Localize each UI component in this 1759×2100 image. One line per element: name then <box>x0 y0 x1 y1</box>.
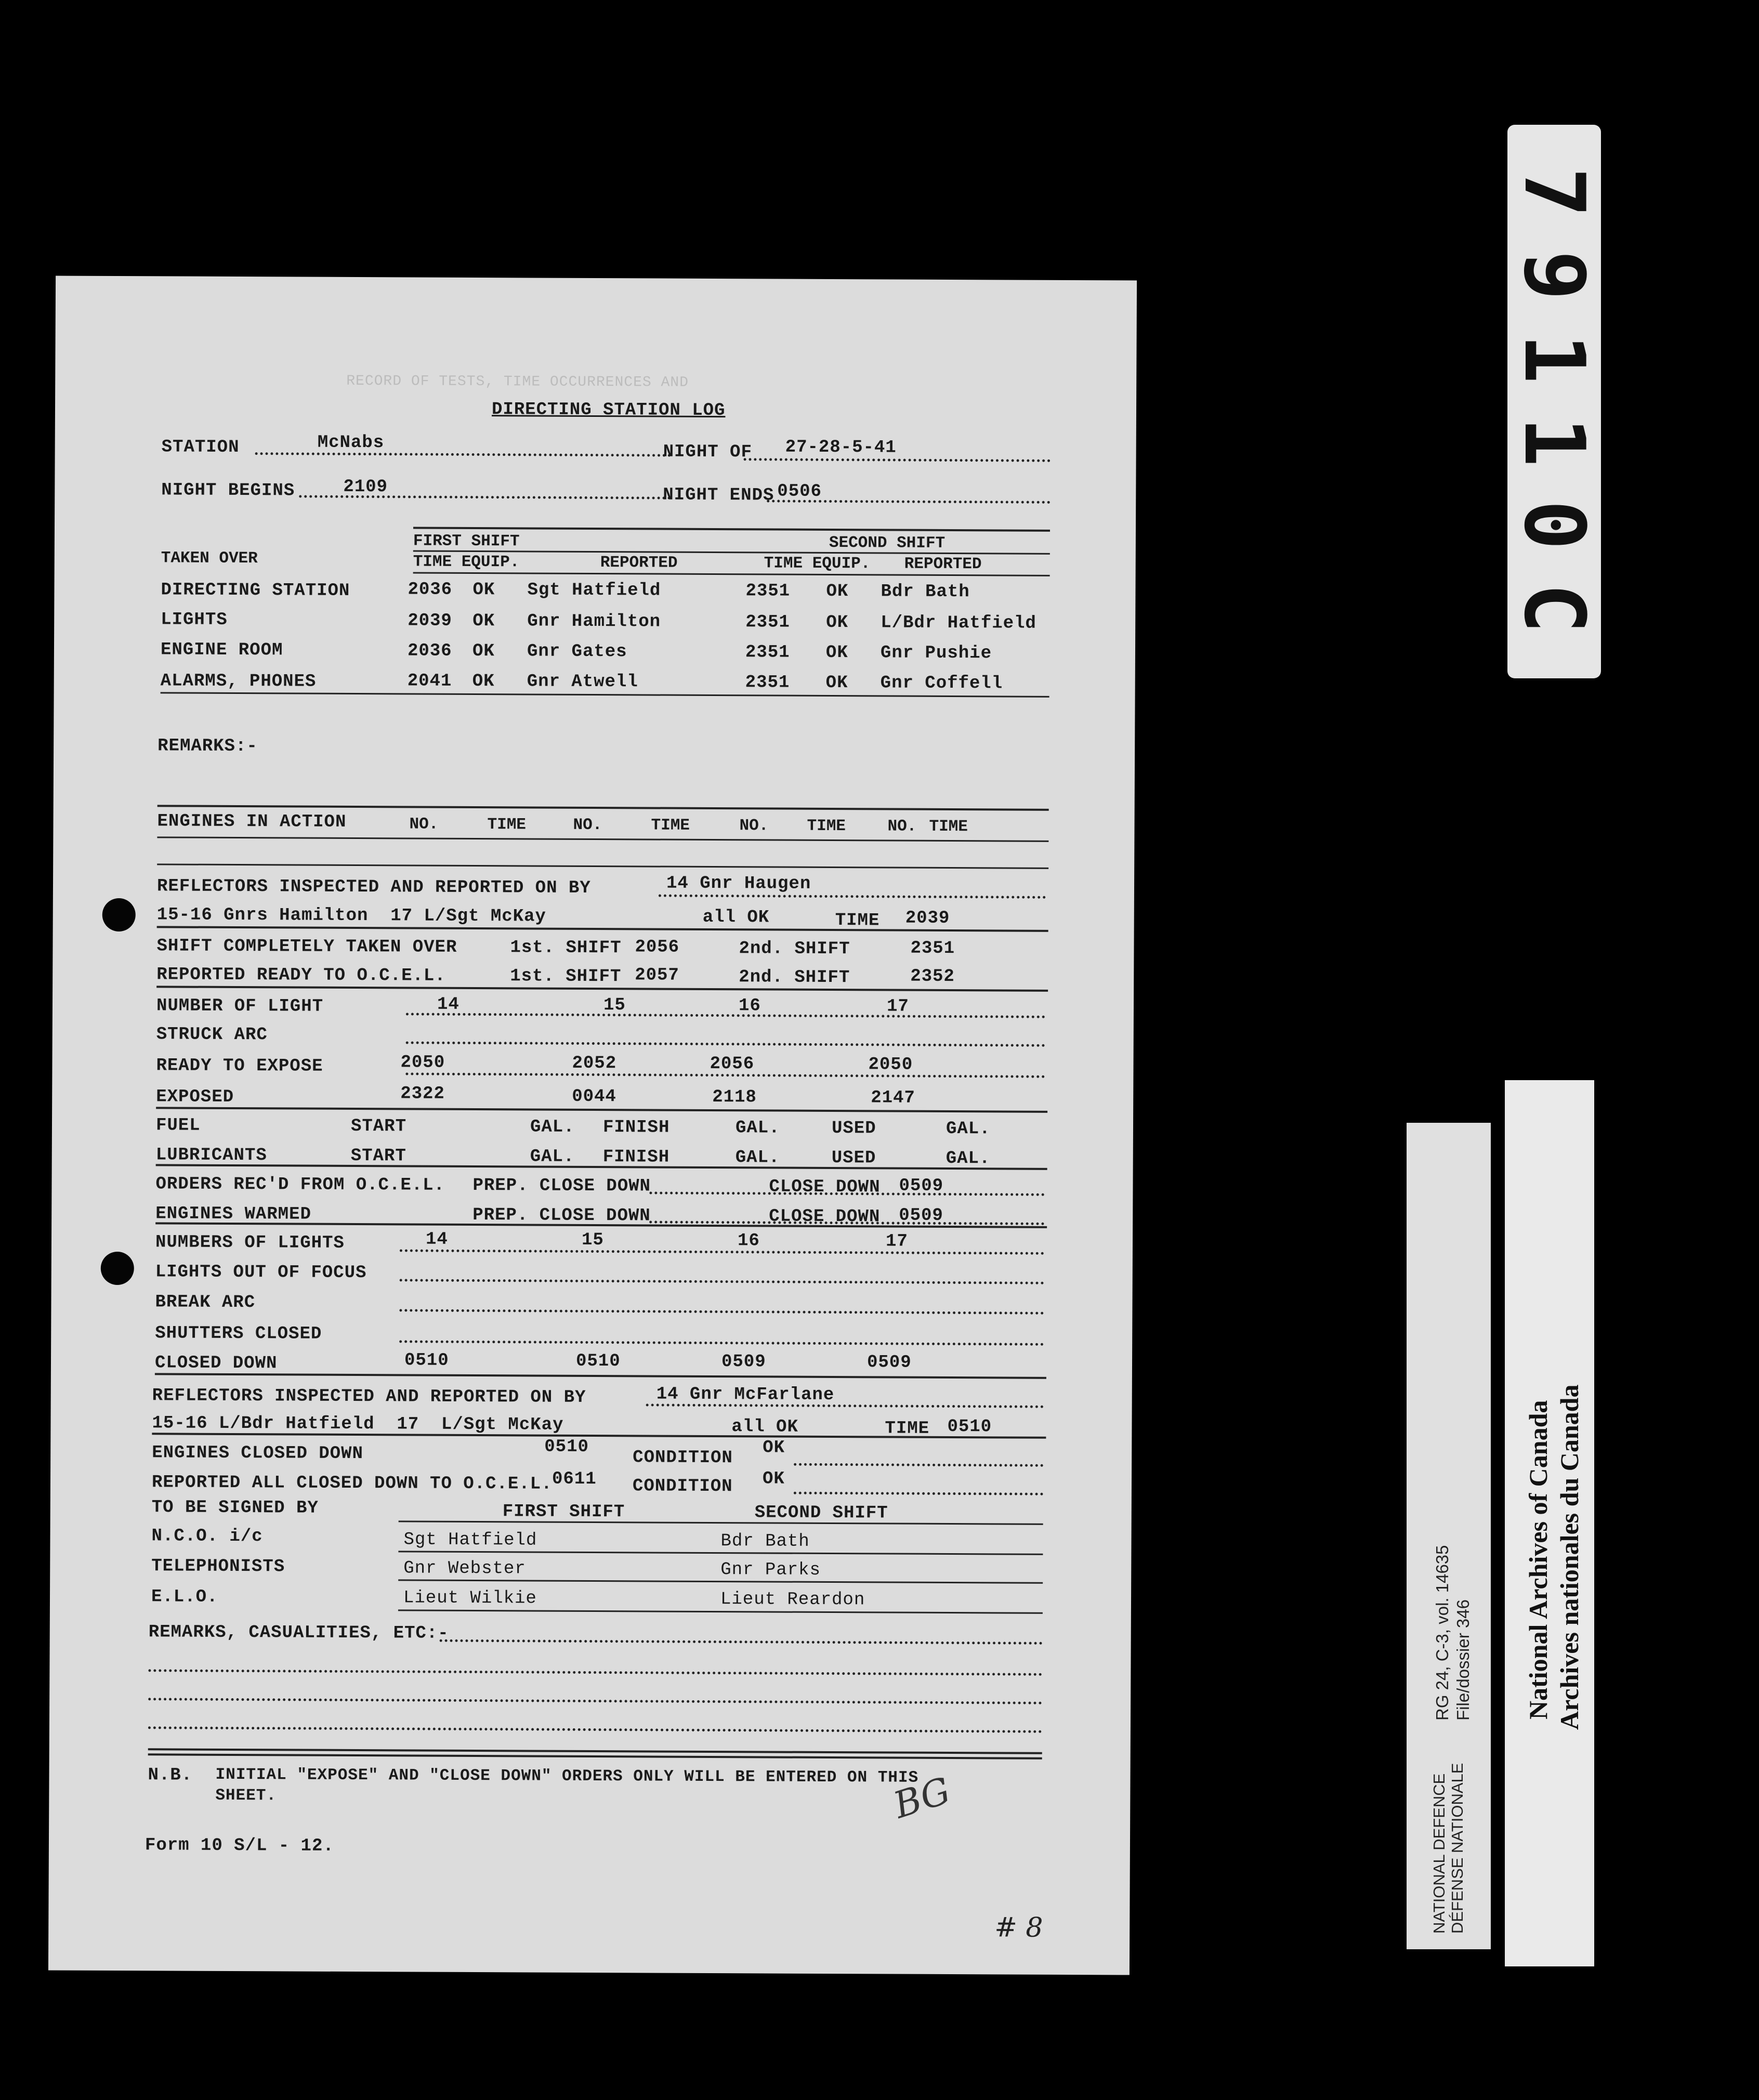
reported-all-label: REPORTED ALL CLOSED DOWN TO O.C.E.L. <box>151 1473 553 1494</box>
night-begins-value: 2109 <box>343 477 388 497</box>
reflectors2-time: 0510 <box>947 1416 992 1437</box>
reflectors-result: all OK <box>702 907 770 928</box>
shutters-label: SHUTTERS CLOSED <box>155 1323 322 1344</box>
row-label: ENGINE ROOM <box>160 640 283 661</box>
nco-label: N.C.O. i/c <box>151 1526 263 1547</box>
struck-arc-label: STRUCK ARC <box>156 1025 268 1045</box>
station-label: STATION <box>161 437 240 458</box>
row-label: LIGHTS <box>161 610 228 630</box>
lubricants-label: LUBRICANTS <box>155 1145 267 1166</box>
reel-digit: 7 <box>1506 167 1603 218</box>
lights-out-label: LIGHTS OUT OF FOCUS <box>155 1262 367 1283</box>
page-title: DIRECTING STATION LOG <box>491 400 726 421</box>
night-ends-value: 0506 <box>777 481 822 502</box>
ready-expose-label: READY TO EXPOSE <box>156 1056 323 1077</box>
break-arc-label: BREAK ARC <box>155 1292 256 1313</box>
reel-digit: 1 <box>1506 333 1603 384</box>
numbers-of-lights-label: NUMBERS OF LIGHTS <box>155 1232 345 1253</box>
remarks-label: REMARKS:- <box>157 736 258 757</box>
reported-heading-2: REPORTED <box>904 555 982 574</box>
engines-in-action-label: ENGINES IN ACTION <box>157 811 347 832</box>
night-of-value: 27-28-5-41 <box>785 437 897 458</box>
reflectors-line2: 15-16 Gnrs Hamilton 17 L/Sgt McKay <box>156 905 546 927</box>
archive-reference-file: File/dossier 346 <box>1453 1599 1473 1721</box>
reflectors-inspector-2: 14 Gnr McFarlane <box>656 1384 835 1406</box>
time-equip-heading: TIME EQUIP. <box>413 553 520 572</box>
row-label: ALARMS, PHONES <box>160 671 317 692</box>
reported-heading: REPORTED <box>600 554 678 572</box>
nac-fr-label: Archives nationales du Canada <box>1555 1384 1584 1730</box>
reflectors2-result: all OK <box>731 1417 798 1437</box>
reference-strip <box>1407 1123 1491 1949</box>
page-number-mark: # 8 <box>994 1912 1043 1944</box>
to-be-signed-label: TO BE SIGNED BY <box>151 1498 319 1518</box>
nac-label: National Archives of Canada <box>1524 1400 1553 1720</box>
elo-label: E.L.O. <box>151 1587 218 1607</box>
national-defence-label: NATIONAL DEFENCE <box>1430 1773 1448 1934</box>
initials-signature: BG <box>888 1769 955 1827</box>
reflectors-label-2: REFLECTORS INSPECTED AND REPORTED ON BY <box>152 1386 586 1408</box>
shift-row: ENGINE ROOM 2036 OK Gnr Gates 2351 OK Gnr Pushie <box>160 640 992 664</box>
shift-row: LIGHTS 2039 OK Gnr Hamilton 2351 OK L/Bdr Hatfield <box>161 610 1036 634</box>
shift-row: ALARMS, PHONES 2041 OK Gnr Atwell 2351 OK Gnr Coffell <box>160 671 1003 694</box>
first-shift-heading: FIRST SHIFT <box>413 532 520 551</box>
remarks-casualties-label: REMARKS, CASUALITIES, ETC:- <box>148 1622 449 1644</box>
engines-warmed-label: ENGINES WARMED <box>155 1204 311 1225</box>
punch-hole <box>101 1252 134 1285</box>
exposed-label: EXPOSED <box>156 1087 234 1107</box>
row-label: DIRECTING STATION <box>161 580 350 601</box>
orders-label: ORDERS REC'D FROM O.C.E.L. <box>155 1174 445 1196</box>
defense-nationale-label: DÉFENSE NATIONALE <box>1448 1763 1466 1934</box>
number-of-light-label: NUMBER OF LIGHT <box>156 996 324 1017</box>
nb-text: INITIAL "EXPOSE" AND "CLOSE DOWN" ORDERS ONLY WILL BE ENTERED ON THIS <box>215 1765 919 1787</box>
time-equip-heading-2: TIME EQUIP. <box>764 554 871 573</box>
log-sheet: RECORD OF TESTS, TIME OCCURRENCES AND DIRECTING STATION LOG STATION McNabs NIGHT OF 27-28-5-41 NIGHT BEGINS 2109 NIGHT ENDS 0506 FIRST SHIFT SECOND SHIFT TAKEN OVER TIME EQUIP. REPORTED TIME EQUIP. REPORTED DIRECTING STATION 2036 OK Sgt Hatfield 2351 OK Bdr Bath LIGHTS 2039 OK Gnr Hamilton 2351 OK L/Bdr Hatfield ENGINE ROOM 2036 OK Gnr Gates 2351 OK Gnr Pushie ALARMS, PHONES 2041 OK Gnr Atwell 2351 OK Gnr Coffell REMARKS:- ENGINES IN ACTION NO. TIME NO. TIME NO. TIME NO. TIME REFLECTORS INSPECTED AND REPORTED ON BY 14 Gnr Haugen 15-16 Gnrs Hamilton 17 L/Sgt McKay all OK TIME 2039 SHIFT COMPLETELY TAKEN OVER 1st. SHIFT 2056 2nd. SHIFT 2351 REPORTED READY TO O.C.E.L. 1st. SHIFT 2057 2nd. SHIFT 2352 NUMBER OF LIGHT 14 15 16 17 STRUCK ARC READY TO EXPOSE 2050 2052 2056 2050 EXPOSED 2322 0044 2118 2147 FUEL START GAL. FINISH GAL. USED GAL. LUBRICANTS START GAL. FINISH GAL. USED GAL. ORDERS REC'D FROM O.C.E.L. PREP. CLOSE DOWN CLOSE DOWN 0509 ENGINES WARMED PREP. CLOSE DOWN CLOSE DOWN 0509 NUMBERS OF LIGHTS 14 15 16 17 LIGHTS OUT OF FOCUS BREAK ARC SHUTTERS CLOSED CLOSED DOWN 0510 0510 0509 0509 REFLECTORS INSPECTED AND REPORTED ON BY 14 Gnr McFarlane 15-16 L/Bdr Hatfield 17 L/Sgt McKay all OK TIME 0510 ENGINES CLOSED DOWN 0510 CONDITION OK REPORTED ALL CLOSED DOWN TO O.C.E.L. 0611 CONDITION OK TO BE SIGNED BY FIRST SHIFT SECOND SHIFT N.C.O. i/c Sgt Hatfield Bdr Bath TELEPHONISTS Gnr Webster Gnr Parks E.L.O. Lieut Wilkie Lieut Reardon REMARKS, CASUALITIES, ETC:- N.B. INITIAL "EXPOSE" AND "CLOSE DOWN" ORDERS ONLY WILL BE ENTERED ON THIS SHEET. Form 10 S/L - 12. BG # 8 <box>48 275 1137 1975</box>
reported-ready-label: REPORTED READY TO O.C.E.L. <box>156 965 446 986</box>
punch-hole <box>102 898 136 931</box>
reflectors-label: REFLECTORS INSPECTED AND REPORTED ON BY <box>156 876 591 898</box>
archives-strip <box>1505 1080 1594 1966</box>
reflectors-time: 2039 <box>905 908 950 928</box>
reflectors-inspector: 14 Gnr Haugen <box>666 873 811 894</box>
form-number: Form 10 S/L - 12. <box>145 1835 334 1856</box>
shift-row: DIRECTING STATION 2036 OK Sgt Hatfield 2351 OK Bdr Bath <box>161 580 970 602</box>
second-shift-heading: SECOND SHIFT <box>829 533 946 553</box>
night-ends-label: NIGHT ENDS <box>663 485 775 506</box>
reel-digit: 9 <box>1506 250 1603 301</box>
closed-down-label: CLOSED DOWN <box>154 1353 278 1374</box>
reflectors2-line2: 15-16 L/Bdr Hatfield 17 L/Sgt McKay <box>152 1413 564 1435</box>
shift-taken-label: SHIFT COMPLETELY TAKEN OVER <box>156 936 457 957</box>
night-of-label: NIGHT OF <box>663 442 752 463</box>
reel-digit: C <box>1506 583 1603 634</box>
telephonists-label: TELEPHONISTS <box>151 1556 285 1577</box>
archive-reference: RG 24, C-3, vol. 14635 <box>1433 1545 1452 1721</box>
reel-digit: 1 <box>1506 416 1603 467</box>
reel-digit: 0 <box>1506 500 1603 550</box>
station-value: McNabs <box>317 432 385 453</box>
nb-text-2: SHEET. <box>215 1786 277 1805</box>
nb-label: N.B. <box>148 1765 193 1786</box>
taken-over-heading: TAKEN OVER <box>161 549 258 568</box>
faint-heading: RECORD OF TESTS, TIME OCCURRENCES AND <box>346 373 689 391</box>
fuel-label: FUEL <box>155 1115 201 1136</box>
night-begins-label: NIGHT BEGINS <box>161 480 295 501</box>
engines-closed-label: ENGINES CLOSED DOWN <box>152 1443 363 1464</box>
